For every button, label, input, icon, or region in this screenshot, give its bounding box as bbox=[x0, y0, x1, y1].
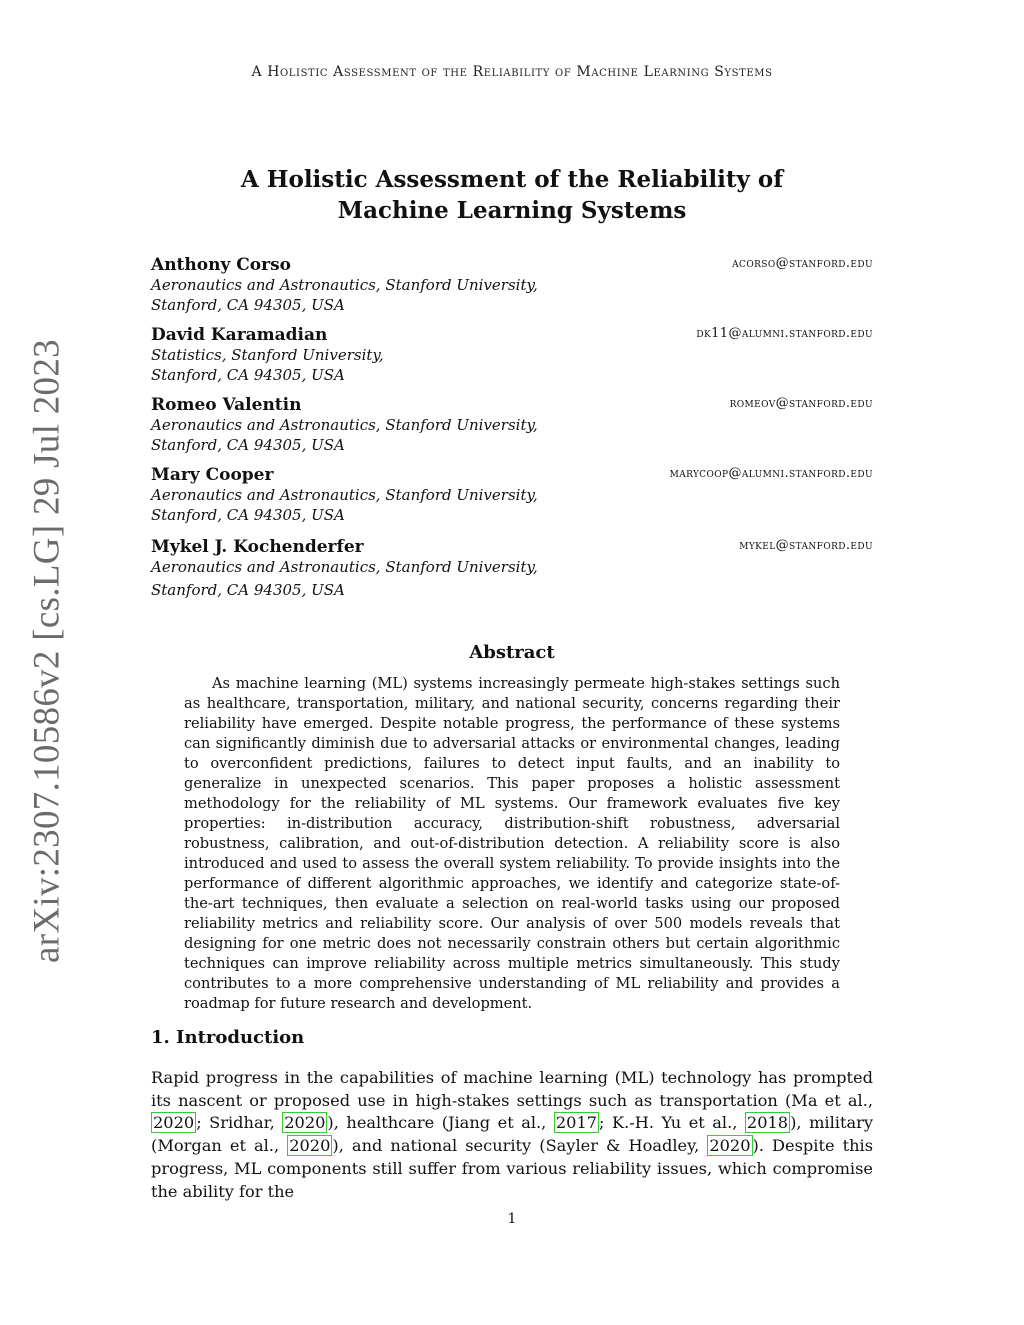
paper-title-line-2: Machine Learning Systems bbox=[337, 197, 687, 224]
author-name: Mary Cooper bbox=[151, 465, 274, 485]
author-email: marycoop@alumni.stanford.edu bbox=[669, 466, 873, 481]
citation-link[interactable]: 2017 bbox=[555, 1113, 598, 1133]
author-block bbox=[151, 255, 873, 315]
citation-link[interactable]: 2018 bbox=[746, 1113, 789, 1133]
author-address: Stanford, CA 94305, USA bbox=[151, 296, 345, 314]
author-name: David Karamadian bbox=[151, 325, 328, 345]
author-block bbox=[151, 395, 873, 455]
paper-title-line-1: A Holistic Assessment of the Reliability of bbox=[240, 166, 784, 193]
intro-text: ). Despite this progress, ML components still suffer from various reliability issues, which compromise the ability for the bbox=[151, 1136, 874, 1201]
abstract-text: As machine learning (ML) systems increasingly permeate high-stakes settings such as healthcare, transportation, military, and national security, concerns regarding their reliability have emerged. Despite notable progress, the performance of these systems can significantly diminish due to adversarial attacks or environmental changes, leading to overconfident predictions, failures to detect input faults, and an inability to generalize in unexpected scenarios. This paper proposes a holistic assessment methodology for the reliability of ML systems. Our framework evaluates five key properties: in-distribution accuracy, distribution-shift robustness, adversarial robustness, calibration, and out-of-distribution detection. A reliability score is also introduced and used to assess the overall system reliability. To provide insights into the performance of different algorithmic approaches, we identify and categorize state-of-the-art techniques, then evaluate a selection on real-world tasks using our proposed reliability metrics and reliability score. Our analysis of over 500 models reveals that designing for one metric does not necessarily constrain others but certain algorithmic techniques can improve reliability across multiple metrics simultaneously. This study contributes to a more comprehensive understanding of ML reliability and provides a roadmap for future research and development. bbox=[184, 675, 840, 1012]
author-name: Mykel J. Kochenderfer bbox=[151, 537, 364, 557]
intro-text: ; K.-H. Yu et al., bbox=[599, 1113, 745, 1133]
page-number: 1 bbox=[507, 1211, 517, 1227]
author-block bbox=[151, 465, 873, 525]
intro-text: ), military (Morgan et al., bbox=[151, 1113, 873, 1156]
author-address: Stanford, CA 94305, USA bbox=[151, 506, 345, 524]
citation-link[interactable]: 2020 bbox=[709, 1136, 751, 1156]
section-heading-introduction: 1. Introduction bbox=[151, 1027, 305, 1048]
intro-text: Rapid progress in the capabilities of machine learning (ML) technology has prompted its nascent or proposed use in high-stakes settings such as transportation (Ma et al., bbox=[151, 1068, 873, 1110]
author-name: Anthony Corso bbox=[151, 255, 291, 275]
introduction-paragraph bbox=[151, 1067, 873, 1203]
author-affiliation: Aeronautics and Astronautics, Stanford University, bbox=[151, 486, 538, 504]
author-block bbox=[151, 537, 873, 600]
intro-text: ; Sridhar, bbox=[196, 1113, 283, 1133]
author-email: dk11@alumni.stanford.edu bbox=[696, 326, 873, 341]
author-address: Stanford, CA 94305, USA bbox=[151, 581, 345, 599]
author-affiliation: Aeronautics and Astronautics, Stanford University, bbox=[151, 276, 538, 294]
author-address: Stanford, CA 94305, USA bbox=[151, 436, 345, 454]
citation-link[interactable]: 2020 bbox=[284, 1113, 326, 1133]
intro-text: ), and national security (Sayler & Hoadley, bbox=[332, 1136, 708, 1156]
author-email: acorso@stanford.edu bbox=[732, 256, 873, 271]
running-head: A Holistic Assessment of the Reliability of Machine Learning Systems bbox=[251, 64, 773, 80]
author-affiliation: Aeronautics and Astronautics, Stanford University, bbox=[151, 416, 538, 434]
author-name: Romeo Valentin bbox=[151, 395, 302, 415]
citation-link[interactable]: 2020 bbox=[289, 1136, 331, 1156]
intro-text: ), healthcare (Jiang et al., bbox=[327, 1113, 554, 1133]
arxiv-identifier-stamp: arXiv:2307.10586v2 [cs.LG] 29 Jul 2023 bbox=[26, 339, 68, 963]
author-block bbox=[151, 325, 873, 385]
paper-title bbox=[0, 164, 1024, 226]
citation-link[interactable]: 2020 bbox=[153, 1113, 195, 1133]
author-affiliation: Aeronautics and Astronautics, Stanford University, bbox=[151, 558, 538, 576]
abstract-heading: Abstract bbox=[469, 642, 555, 663]
author-affiliation: Statistics, Stanford University, bbox=[151, 346, 384, 364]
author-email: mykel@stanford.edu bbox=[739, 538, 873, 553]
author-email: romeov@stanford.edu bbox=[729, 396, 873, 411]
author-address: Stanford, CA 94305, USA bbox=[151, 366, 345, 384]
